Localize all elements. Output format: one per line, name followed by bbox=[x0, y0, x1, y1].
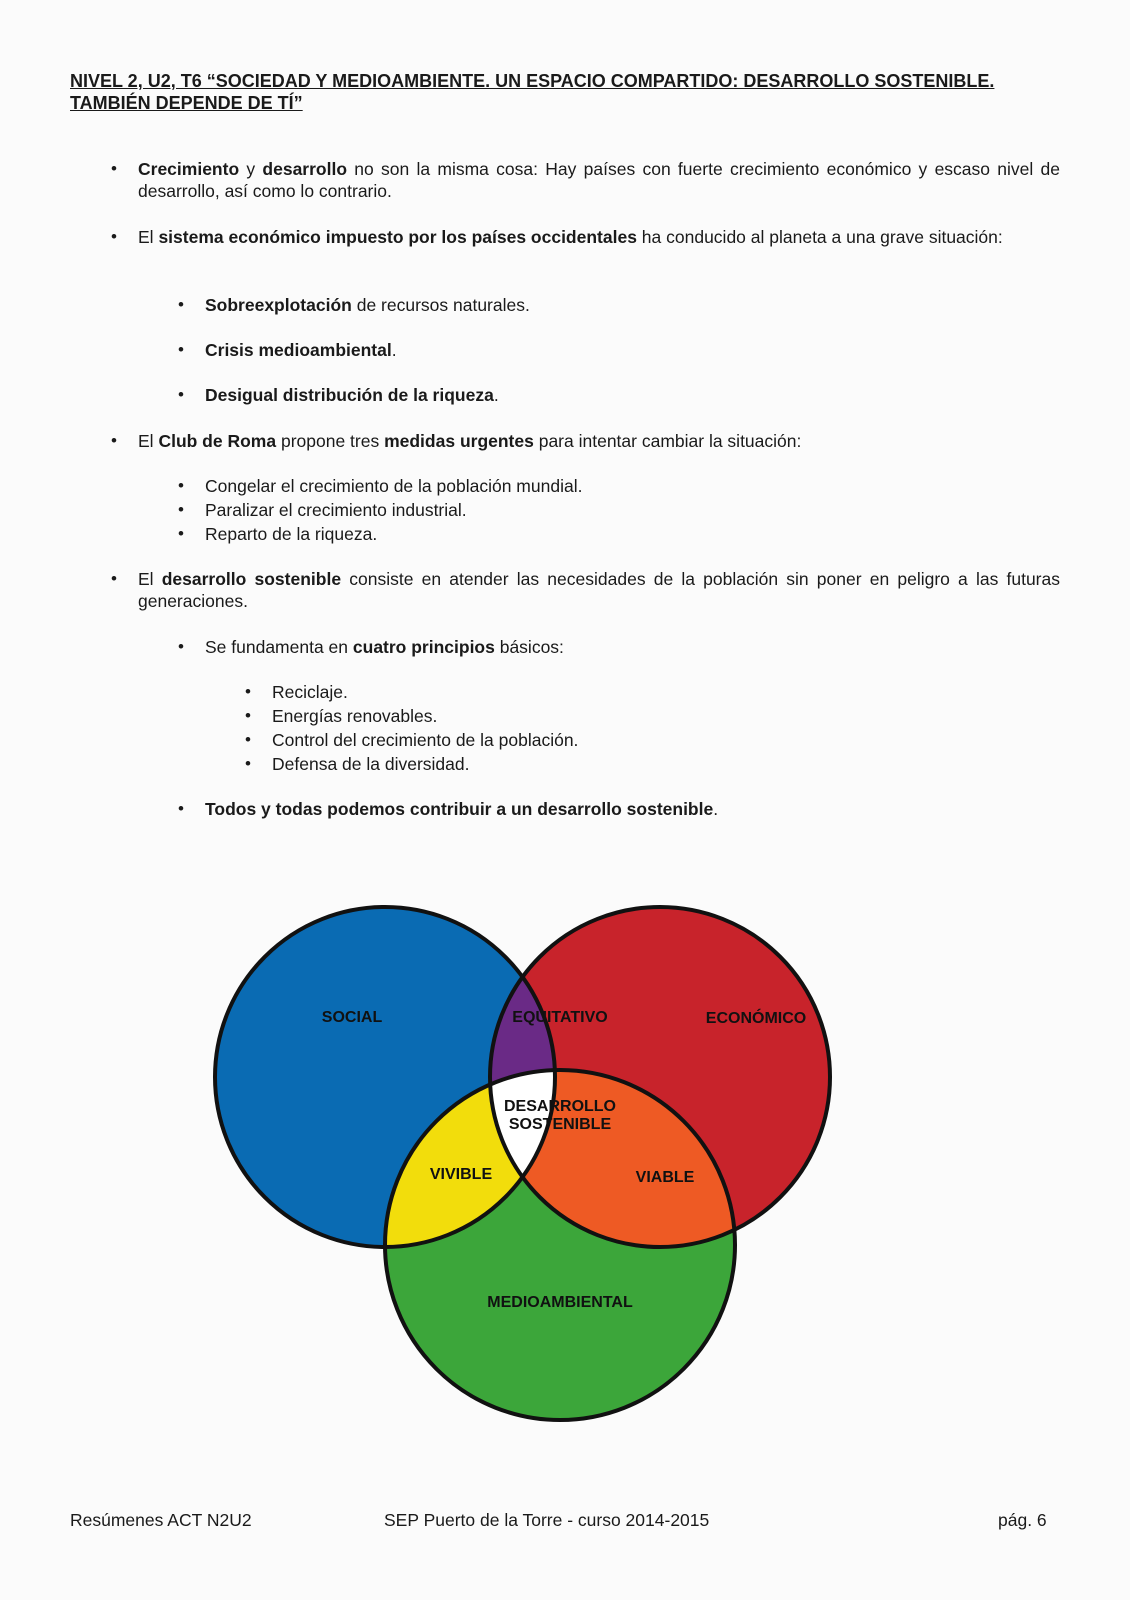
sub-bullet-sobreexplotacion: • Sobreexplotación de recursos naturales. bbox=[178, 295, 530, 315]
bullet-dot: • bbox=[178, 385, 184, 404]
bullet-club-de-roma: • El Club de Roma propone tres medidas urgentes para intentar cambiar la situación: bbox=[111, 431, 802, 451]
list-item: • Paralizar el crecimiento industrial. bbox=[178, 500, 467, 520]
venn-label-center-2: SOSTENIBLE bbox=[508, 1116, 612, 1133]
venn-label-social: SOCIAL bbox=[321, 1009, 383, 1026]
bullet-dot: • bbox=[111, 159, 117, 178]
page-title bbox=[70, 70, 1060, 114]
venn-label-vivible: VIVIBLE bbox=[429, 1166, 493, 1183]
venn-label-equitativo: EQUITATIVO bbox=[512, 1009, 608, 1026]
venn-diagram bbox=[0, 880, 1130, 1440]
bullet-dot: • bbox=[178, 340, 184, 359]
list-item: • Defensa de la diversidad. bbox=[245, 754, 470, 774]
bullet-desarrollo-sostenible: • El desarrollo sostenible consiste en atender las necesidades de la población sin poner en peligro a las futuras generaciones. bbox=[111, 569, 1060, 611]
venn-label-economico: ECONÓMICO bbox=[705, 1010, 807, 1027]
bullet-dot: • bbox=[245, 706, 251, 725]
list-item: • Control del crecimiento de la población. bbox=[245, 730, 579, 750]
venn-label-center-1: DESARROLLO bbox=[504, 1098, 616, 1115]
list-item: • Reciclaje. bbox=[245, 682, 348, 702]
footer-page-number: pág. 6 bbox=[998, 1510, 1047, 1530]
bullet-dot: • bbox=[111, 227, 117, 246]
bold-text: Crecimiento bbox=[138, 159, 240, 179]
bullet-dot: • bbox=[178, 524, 184, 543]
bullet-dot: • bbox=[178, 799, 184, 818]
list-item: • Reparto de la riqueza. bbox=[178, 524, 378, 544]
bullet-dot: • bbox=[111, 431, 117, 450]
bullet-todos-y-todas: • Todos y todas podemos contribuir a un desarrollo sostenible. bbox=[178, 799, 719, 819]
list-item: • Congelar el crecimiento de la población mundial. bbox=[178, 476, 583, 496]
bullet-crecimiento: • Crecimiento y desarrollo no son la misma cosa: Hay países con fuerte crecimiento económico y escaso nivel de desarrollo, así como lo contrario. bbox=[111, 159, 1060, 201]
venn-label-viable: VIABLE bbox=[635, 1169, 695, 1186]
bullet-dot: • bbox=[178, 500, 184, 519]
bullet-dot: • bbox=[178, 295, 184, 314]
list-item: • Energías renovables. bbox=[245, 706, 438, 726]
bullet-sistema-economico: • El sistema económico impuesto por los países occidentales ha conducido al planeta a una grave situación: bbox=[111, 227, 1003, 247]
bullet-dot: • bbox=[245, 754, 251, 773]
bullet-dot: • bbox=[178, 637, 184, 656]
sub-bullet-crisis: • Crisis medioambiental. bbox=[178, 340, 397, 360]
bullet-dot: • bbox=[178, 476, 184, 495]
venn-label-medioambiental: MEDIOAMBIENTAL bbox=[487, 1294, 633, 1311]
title-line-2: TAMBIÉN DEPENDE DE TÍ” bbox=[70, 93, 303, 113]
footer-center: SEP Puerto de la Torre - curso 2014-2015 bbox=[384, 1510, 710, 1530]
footer-left: Resúmenes ACT N2U2 bbox=[70, 1510, 252, 1530]
bullet-dot: • bbox=[245, 682, 251, 701]
sub-bullet-principios: • Se fundamenta en cuatro principios básicos: bbox=[178, 637, 564, 657]
sub-bullet-desigual: • Desigual distribución de la riqueza. bbox=[178, 385, 499, 405]
bold-text: desarrollo bbox=[262, 159, 348, 179]
bullet-dot: • bbox=[245, 730, 251, 749]
title-line-1: NIVEL 2, U2, T6 “SOCIEDAD Y MEDIOAMBIENTE. UN ESPACIO COMPARTIDO: DESARROLLO SOSTENIBLE. bbox=[70, 71, 995, 91]
bullet-dot: • bbox=[111, 569, 117, 588]
bold-text: sistema económico impuesto por los países occidentales bbox=[158, 227, 637, 247]
